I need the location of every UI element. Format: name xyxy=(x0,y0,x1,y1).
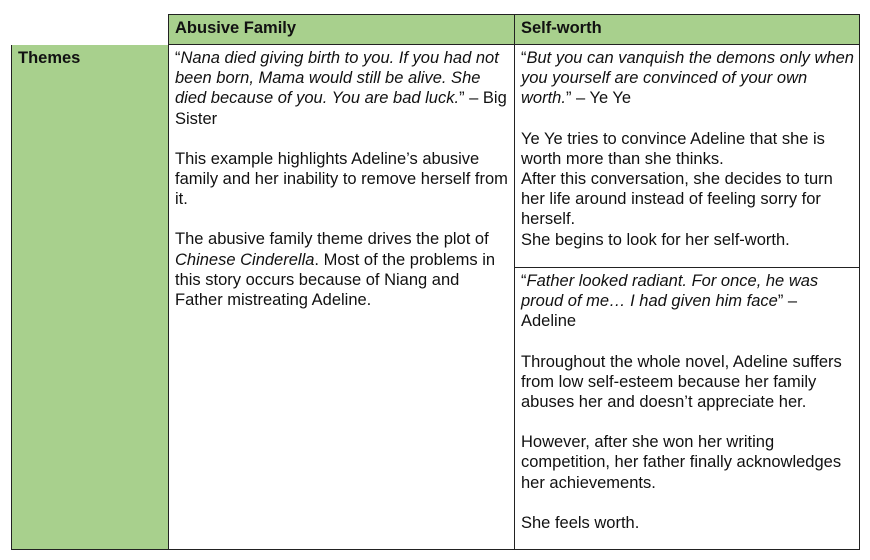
quote-text: But you can vanquish the demons only when you yourself are convinced of your own worth. xyxy=(521,49,854,108)
header-self-worth-label: Self-worth xyxy=(521,19,602,37)
quote-open-mark: “ xyxy=(175,49,181,67)
quote-attribution: ” – Big Sister xyxy=(175,89,507,128)
header-self-worth xyxy=(514,14,860,45)
self-worth-line-3: She begins to look for her self-worth. xyxy=(521,230,790,249)
self-worth-line-2: After this conversation, she decides to turn her life around instead of feeling sorry for herself. xyxy=(521,170,833,229)
cell-self-worth-1 xyxy=(514,45,860,268)
self-worth-paragraph-2: However, after she won her writing competition, her father finally acknowledges her achievements. xyxy=(521,433,842,492)
quote-text: Father looked radiant. For once, he was proud of me… I had given him face xyxy=(521,272,819,311)
paragraph-text: . Most of the problems in this story occurs because of Niang and Father mistreating Adeline. xyxy=(175,250,496,310)
self-worth-quote-1 xyxy=(521,48,854,109)
quote-attribution: ” – Ye Ye xyxy=(565,89,632,108)
self-worth-quote-2 xyxy=(521,271,854,332)
quote-open-mark: “ xyxy=(521,49,527,67)
abusive-family-paragraph-2 xyxy=(175,229,509,310)
self-worth-paragraph-1: Throughout the whole novel, Adeline suffers from low self-esteem because her family abuses her and doesn’t appreciate her. xyxy=(521,352,842,412)
paragraph-text: The abusive family theme drives the plot of xyxy=(175,230,489,249)
book-title: Chinese Cinderella xyxy=(175,250,315,269)
quote-attribution: ” – Adeline xyxy=(521,292,798,331)
abusive-family-quote xyxy=(175,48,509,129)
abusive-family-paragraph-1: This example highlights Adeline’s abusive family and her inability to remove herself from it. xyxy=(175,149,508,209)
cell-abusive-family xyxy=(168,45,514,550)
cell-self-worth-2 xyxy=(514,268,860,550)
row-label-themes-text: Themes xyxy=(18,49,81,67)
row-label-themes xyxy=(11,45,168,550)
quote-text: Nana died giving birth to you. If you had not been born, Mama would still be alive. She died because of you. You are bad luck. xyxy=(175,49,499,108)
self-worth-paragraph-3: She feels worth. xyxy=(521,513,640,532)
quote-open-mark: “ xyxy=(521,272,527,290)
header-abusive-family-label: Abusive Family xyxy=(175,19,297,37)
self-worth-line-1: Ye Ye tries to convince Adeline that she is worth more than she thinks. xyxy=(521,129,825,168)
header-abusive-family xyxy=(168,14,514,45)
